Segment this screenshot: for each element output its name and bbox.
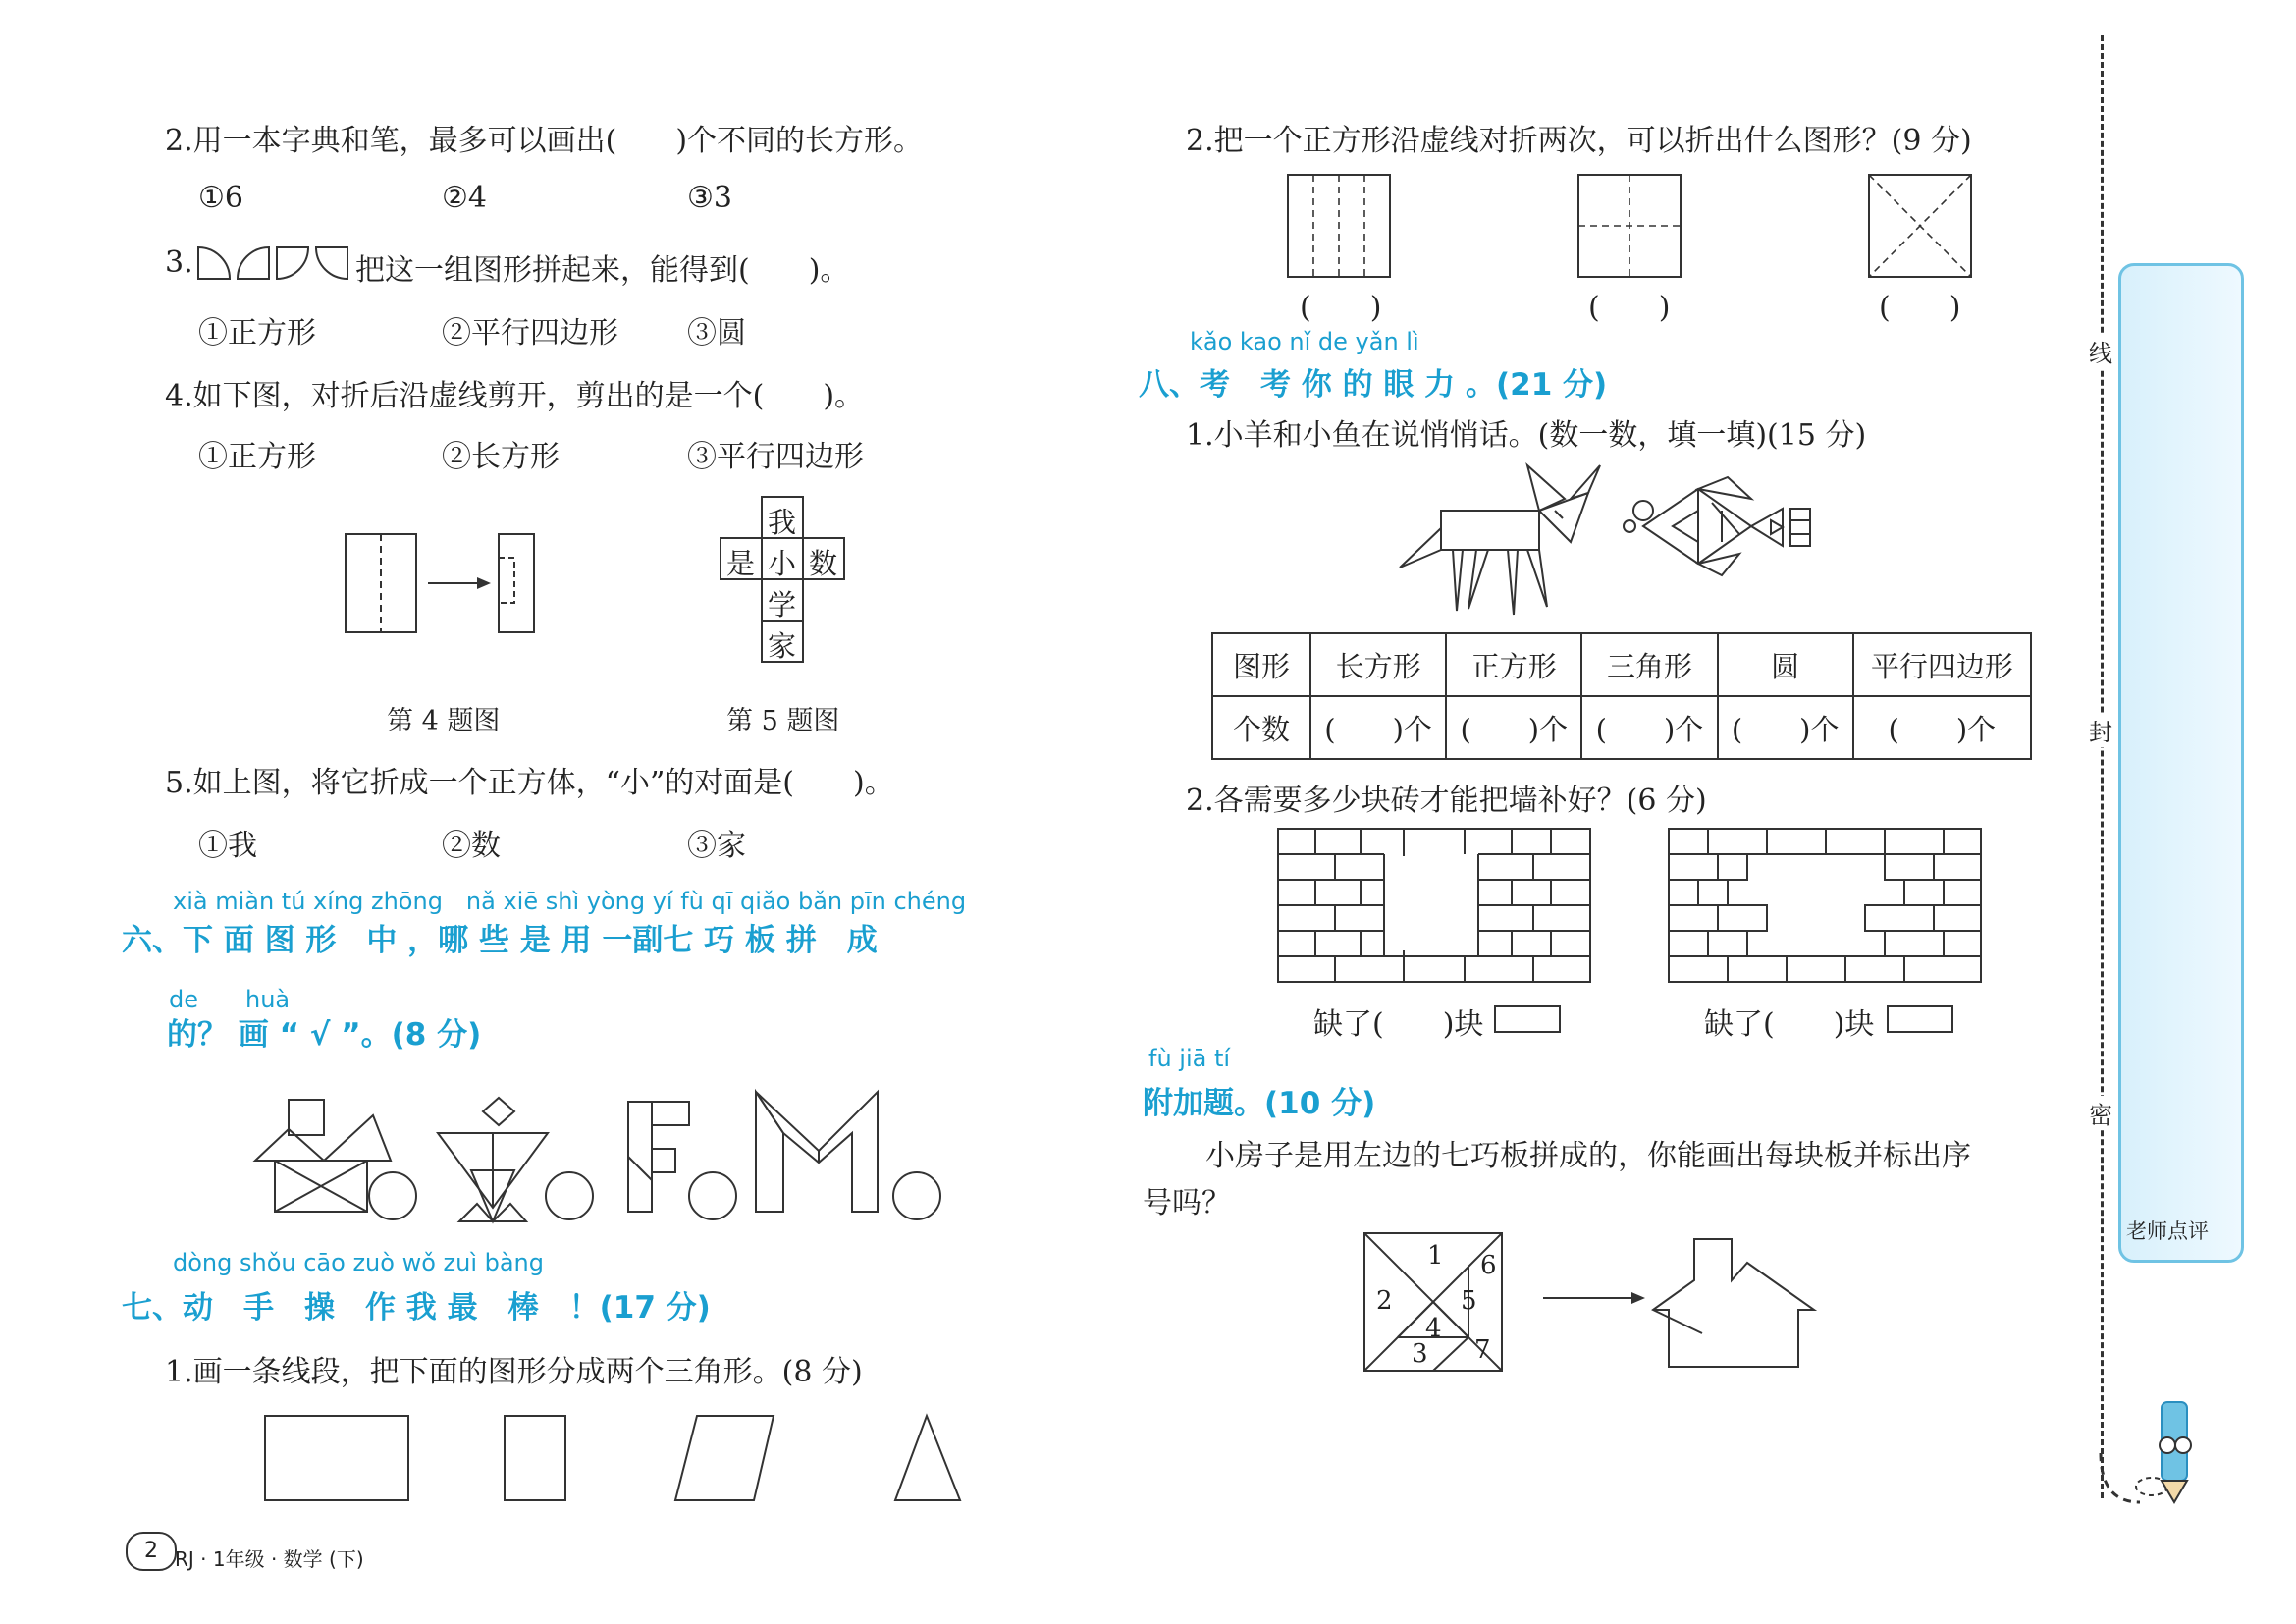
fold-cut-figure <box>344 530 540 638</box>
tangram-number: 2 <box>1376 1286 1393 1316</box>
missing-bricks-right: 缺了( )块 <box>1704 1007 1875 1042</box>
tangram-number: 5 <box>1461 1286 1477 1316</box>
section-8-title: 八、考 考 你 的 眼 力 。(21 分) <box>1139 367 1608 403</box>
net-cell: 小 <box>768 547 797 580</box>
extra-text-line-2: 号吗？ <box>1143 1186 1231 1220</box>
quarter-shapes-icon <box>196 244 353 283</box>
section-6-pinyin-2: de huà <box>169 986 291 1013</box>
net-cell: 是 <box>726 547 756 580</box>
extra-text-line-1: 小房子是用左边的七巧板拼成的，你能画出每块板并标出序 <box>1205 1139 1971 1173</box>
table-row <box>1212 633 2031 696</box>
goat-and-fish-figure <box>1398 460 1869 617</box>
teacher-comment-label: 老师点评 <box>2126 1219 2209 1243</box>
page-number: 2 <box>126 1532 177 1571</box>
option-3: ③3 <box>687 181 732 215</box>
question-3-number: 3. <box>165 245 193 280</box>
net-cell: 学 <box>768 588 797 622</box>
option-2: ②数 <box>442 829 501 863</box>
section-8-question-1: 1.小羊和小鱼在说悄悄话。(数一数，填一填)(15 分) <box>1186 418 1867 453</box>
brick-icon <box>1887 1005 1953 1033</box>
teacher-comment-panel <box>2118 263 2244 1263</box>
question-2-right: 2.把一个正方形沿虚线对折两次，可以折出什么图形？(9 分) <box>1186 124 1972 158</box>
net-cell: 数 <box>809 547 838 580</box>
footer-text: RJ · 1年级 · 数学 (下) <box>175 1547 364 1571</box>
table-header-cell: 三角形 <box>1581 633 1717 696</box>
cut-mark: 封 <box>2089 713 2112 747</box>
option-2: ②4 <box>442 181 487 215</box>
net-cell: 我 <box>768 506 797 539</box>
binding-line <box>2101 35 2104 1498</box>
brick-walls <box>1276 827 1993 986</box>
table-cell[interactable]: ( )个 <box>1853 696 2031 759</box>
net-cell: 家 <box>768 629 797 663</box>
question-4: 4.如下图，对折后沿虚线剪开，剪出的是一个( )。 <box>165 379 865 413</box>
table-row-label: 个数 <box>1212 696 1310 759</box>
option-2: ②长方形 <box>442 440 560 474</box>
brick-icon <box>1494 1005 1561 1033</box>
answer-paren: ( ) <box>1879 291 1961 325</box>
table-row <box>1212 696 2031 759</box>
cut-mark: 密 <box>2089 1096 2112 1130</box>
option-1: ①6 <box>198 181 243 215</box>
table-header-cell: 正方形 <box>1446 633 1581 696</box>
table-cell[interactable]: ( )个 <box>1310 696 1446 759</box>
table-cell[interactable]: ( )个 <box>1446 696 1581 759</box>
section-7-question-1: 1.画一条线段，把下面的图形分成两个三角形。(8 分) <box>165 1355 863 1389</box>
question-2b: 2.各需要多少块砖才能把墙补好？(6 分) <box>1186 784 1707 818</box>
missing-bricks-left: 缺了( )块 <box>1313 1007 1484 1042</box>
extra-pinyin: fù jiā tí <box>1148 1045 1231 1072</box>
question-5: 5.如上图，将它折成一个正方体，“小”的对面是( )。 <box>165 766 894 800</box>
house-outline <box>1541 1235 1826 1373</box>
cube-net <box>721 497 927 666</box>
section-6-title-2: 的？ 画 “ √ ”。(8 分) <box>167 1017 482 1053</box>
section-8-pinyin: kǎo kao nǐ de yǎn lì <box>1190 328 1419 355</box>
cut-mark: 线 <box>2089 334 2112 368</box>
extra-title: 附加题。(10 分) <box>1143 1086 1376 1121</box>
answer-paren: ( ) <box>1300 291 1382 325</box>
table-cell[interactable]: ( )个 <box>1718 696 1853 759</box>
option-2: ②平行四边形 <box>442 316 618 351</box>
question-3: 把这一组图形拼起来，能得到( )。 <box>355 253 850 288</box>
option-3: ③圆 <box>687 316 746 351</box>
table-header-cell: 平行四边形 <box>1853 633 2031 696</box>
tangram-number: 6 <box>1480 1251 1497 1280</box>
fold-squares <box>1286 173 1993 283</box>
figure-4-caption: 第 4 题图 <box>387 706 501 736</box>
option-1: ①正方形 <box>198 316 316 351</box>
option-3: ③家 <box>687 829 746 863</box>
option-1: ①正方形 <box>198 440 316 474</box>
tangram-number: 3 <box>1412 1339 1428 1369</box>
answer-paren: ( ) <box>1588 291 1671 325</box>
section-6-pinyin: xià miàn tú xíng zhōng nǎ xiē shì yòng yí fù qī qiǎo bǎn pīn chéng <box>173 888 967 915</box>
question-2-left: 2.用一本字典和笔，最多可以画出( )个不同的长方形。 <box>165 124 924 158</box>
section-7-title: 七、动 手 操 作 我 最 棒 ！(17 分) <box>122 1290 711 1326</box>
tangram-number: 7 <box>1474 1335 1491 1365</box>
option-3: ③平行四边形 <box>687 440 864 474</box>
option-1: ①我 <box>198 829 257 863</box>
table-header-cell: 圆 <box>1718 633 1853 696</box>
tangram-figures <box>253 1090 950 1237</box>
pencil-mascot-icon <box>2101 1394 2218 1512</box>
shapes-to-divide <box>263 1410 970 1512</box>
table-header-cell: 长方形 <box>1310 633 1446 696</box>
tangram-number: 1 <box>1427 1241 1444 1271</box>
section-6-title: 六、下 面 图 形 中 ，哪 些 是 用 一副七 巧 板 拼 成 <box>122 923 878 958</box>
figure-5-caption: 第 5 题图 <box>726 706 840 736</box>
section-7-pinyin: dòng shǒu cāo zuò wǒ zuì bàng <box>173 1249 544 1276</box>
tangram-number: 4 <box>1425 1314 1442 1343</box>
tangram-square <box>1362 1231 1506 1375</box>
table-header-cell: 图形 <box>1212 633 1310 696</box>
table-cell[interactable]: ( )个 <box>1581 696 1717 759</box>
shape-count-table <box>1211 632 2032 760</box>
